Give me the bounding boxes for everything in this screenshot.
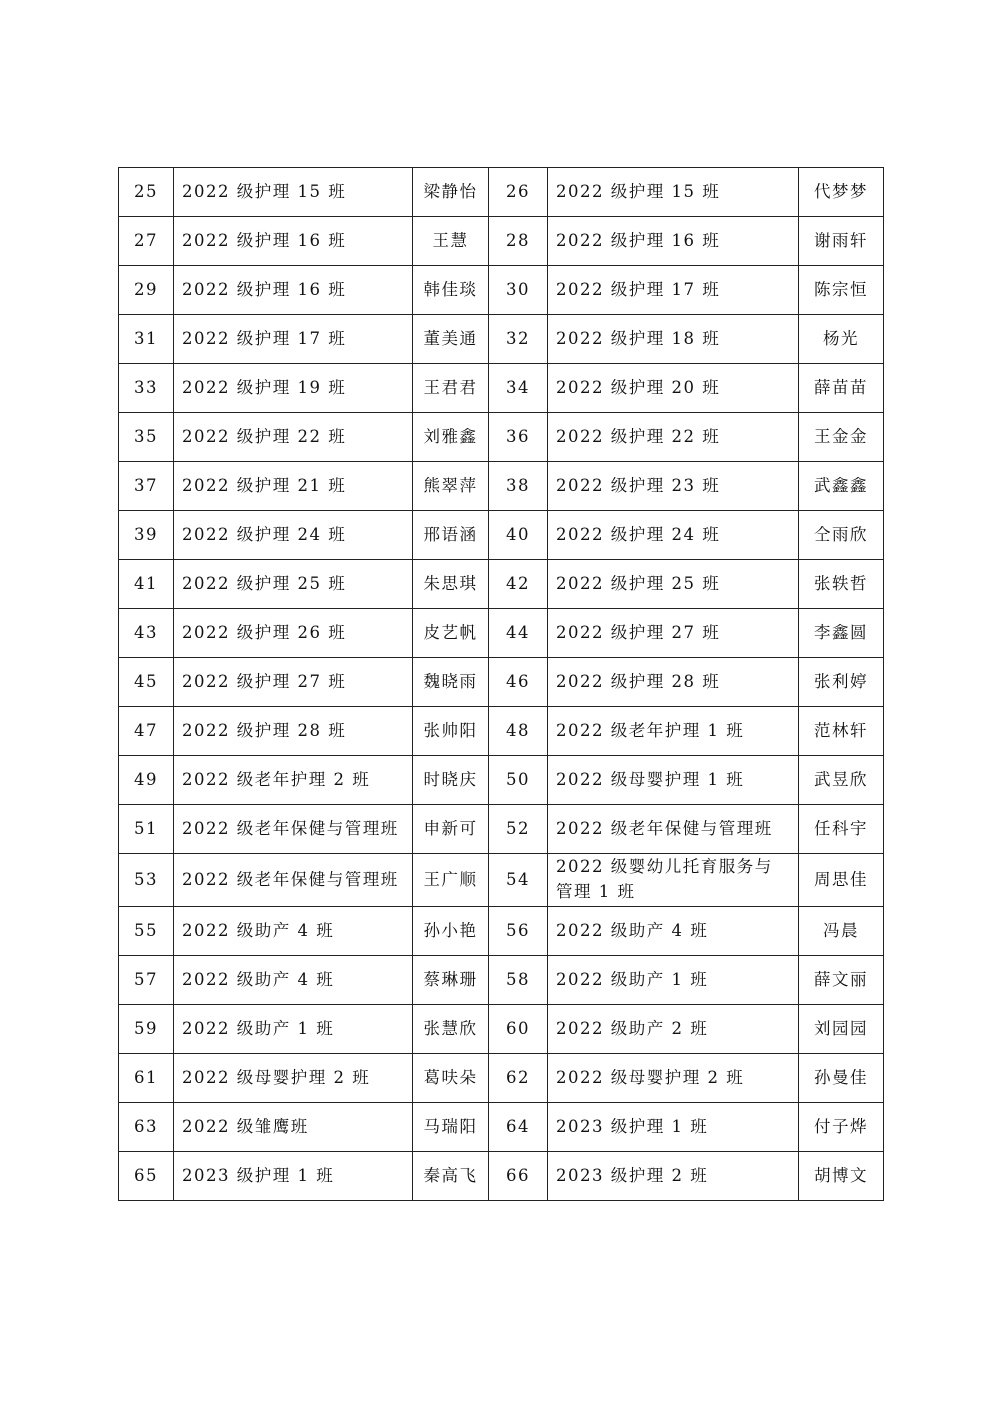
right-name-cell: 张轶哲 <box>799 560 884 609</box>
left-class-cell: 2022 级雏鹰班 <box>174 1103 413 1152</box>
left-name-cell: 张慧欣 <box>413 1005 489 1054</box>
right-name-cell: 仝雨欣 <box>799 511 884 560</box>
right-class-cell: 2022 级母婴护理 2 班 <box>548 1054 799 1103</box>
right-number-cell: 36 <box>489 413 548 462</box>
table-row <box>119 907 884 956</box>
right-name-cell: 王金金 <box>799 413 884 462</box>
left-class-cell: 2022 级助产 1 班 <box>174 1005 413 1054</box>
right-number-cell: 54 <box>489 854 548 907</box>
table-row <box>119 217 884 266</box>
right-number-cell: 28 <box>489 217 548 266</box>
table-row <box>119 1103 884 1152</box>
left-name-cell: 皮艺帆 <box>413 609 489 658</box>
table-row <box>119 364 884 413</box>
left-class-cell: 2022 级助产 4 班 <box>174 956 413 1005</box>
right-name-cell: 武昱欣 <box>799 756 884 805</box>
right-number-cell: 62 <box>489 1054 548 1103</box>
table-row <box>119 462 884 511</box>
left-class-cell: 2022 级护理 26 班 <box>174 609 413 658</box>
left-number-cell: 51 <box>119 805 174 854</box>
table-row <box>119 658 884 707</box>
right-class-cell: 2022 级护理 15 班 <box>548 168 799 217</box>
table-row <box>119 413 884 462</box>
right-name-cell: 刘园园 <box>799 1005 884 1054</box>
right-name-cell: 张利婷 <box>799 658 884 707</box>
right-class-cell: 2022 级护理 24 班 <box>548 511 799 560</box>
right-class-cell: 2022 级助产 2 班 <box>548 1005 799 1054</box>
right-number-cell: 46 <box>489 658 548 707</box>
left-number-cell: 53 <box>119 854 174 907</box>
table-row <box>119 1005 884 1054</box>
roster-table <box>118 167 884 1201</box>
right-number-cell: 50 <box>489 756 548 805</box>
left-class-cell: 2022 级护理 22 班 <box>174 413 413 462</box>
left-name-cell: 张帅阳 <box>413 707 489 756</box>
left-class-cell: 2022 级母婴护理 2 班 <box>174 1054 413 1103</box>
left-number-cell: 47 <box>119 707 174 756</box>
right-class-cell: 2022 级护理 22 班 <box>548 413 799 462</box>
right-class-cell: 2022 级助产 4 班 <box>548 907 799 956</box>
left-class-cell: 2022 级老年保健与管理班 <box>174 805 413 854</box>
right-name-cell: 薛苗苗 <box>799 364 884 413</box>
right-class-cell: 2022 级护理 18 班 <box>548 315 799 364</box>
right-name-cell: 李鑫圆 <box>799 609 884 658</box>
left-name-cell: 王广顺 <box>413 854 489 907</box>
right-number-cell: 44 <box>489 609 548 658</box>
left-name-cell: 韩佳琰 <box>413 266 489 315</box>
left-number-cell: 55 <box>119 907 174 956</box>
left-number-cell: 63 <box>119 1103 174 1152</box>
roster-body <box>119 168 884 1201</box>
right-class-cell: 2022 级护理 25 班 <box>548 560 799 609</box>
left-number-cell: 35 <box>119 413 174 462</box>
right-class-cell: 2022 级护理 23 班 <box>548 462 799 511</box>
right-name-cell: 付子烨 <box>799 1103 884 1152</box>
left-class-cell: 2022 级护理 15 班 <box>174 168 413 217</box>
right-class-cell: 2023 级护理 1 班 <box>548 1103 799 1152</box>
left-number-cell: 49 <box>119 756 174 805</box>
right-name-cell: 任科宇 <box>799 805 884 854</box>
right-number-cell: 30 <box>489 266 548 315</box>
left-class-cell: 2022 级护理 28 班 <box>174 707 413 756</box>
table-row <box>119 315 884 364</box>
left-name-cell: 秦高飞 <box>413 1152 489 1201</box>
right-class-cell: 2022 级老年护理 1 班 <box>548 707 799 756</box>
left-number-cell: 41 <box>119 560 174 609</box>
left-name-cell: 时晓庆 <box>413 756 489 805</box>
left-name-cell: 熊翠萍 <box>413 462 489 511</box>
right-number-cell: 60 <box>489 1005 548 1054</box>
left-number-cell: 61 <box>119 1054 174 1103</box>
right-class-cell: 2022 级护理 28 班 <box>548 658 799 707</box>
left-class-cell: 2022 级护理 17 班 <box>174 315 413 364</box>
right-number-cell: 48 <box>489 707 548 756</box>
table-row <box>119 1152 884 1201</box>
left-number-cell: 57 <box>119 956 174 1005</box>
right-name-cell: 陈宗恒 <box>799 266 884 315</box>
right-number-cell: 26 <box>489 168 548 217</box>
table-row <box>119 1054 884 1103</box>
table-row <box>119 560 884 609</box>
table-row <box>119 707 884 756</box>
left-name-cell: 刘雅鑫 <box>413 413 489 462</box>
right-number-cell: 42 <box>489 560 548 609</box>
left-name-cell: 葛呋朵 <box>413 1054 489 1103</box>
right-number-cell: 34 <box>489 364 548 413</box>
right-class-cell: 2022 级老年保健与管理班 <box>548 805 799 854</box>
right-class-cell: 2022 级婴幼儿托育服务与管理 1 班 <box>548 854 799 907</box>
left-number-cell: 39 <box>119 511 174 560</box>
table-row <box>119 854 884 907</box>
right-name-cell: 武鑫鑫 <box>799 462 884 511</box>
right-number-cell: 52 <box>489 805 548 854</box>
left-class-cell: 2022 级护理 27 班 <box>174 658 413 707</box>
left-number-cell: 59 <box>119 1005 174 1054</box>
left-name-cell: 孙小艳 <box>413 907 489 956</box>
table-row <box>119 266 884 315</box>
table-row <box>119 511 884 560</box>
left-number-cell: 31 <box>119 315 174 364</box>
right-number-cell: 32 <box>489 315 548 364</box>
left-class-cell: 2022 级护理 25 班 <box>174 560 413 609</box>
right-class-cell: 2022 级护理 20 班 <box>548 364 799 413</box>
right-name-cell: 范林轩 <box>799 707 884 756</box>
left-name-cell: 蔡琳珊 <box>413 956 489 1005</box>
right-name-cell: 冯晨 <box>799 907 884 956</box>
right-name-cell: 孙曼佳 <box>799 1054 884 1103</box>
right-class-cell: 2022 级护理 16 班 <box>548 217 799 266</box>
left-number-cell: 45 <box>119 658 174 707</box>
right-number-cell: 38 <box>489 462 548 511</box>
left-class-cell: 2022 级老年护理 2 班 <box>174 756 413 805</box>
left-class-cell: 2022 级护理 21 班 <box>174 462 413 511</box>
right-name-cell: 胡博文 <box>799 1152 884 1201</box>
right-number-cell: 64 <box>489 1103 548 1152</box>
left-name-cell: 梁静怡 <box>413 168 489 217</box>
left-number-cell: 33 <box>119 364 174 413</box>
left-number-cell: 37 <box>119 462 174 511</box>
right-name-cell: 杨光 <box>799 315 884 364</box>
left-class-cell: 2022 级护理 16 班 <box>174 217 413 266</box>
left-name-cell: 董美通 <box>413 315 489 364</box>
left-class-cell: 2023 级护理 1 班 <box>174 1152 413 1201</box>
table-row <box>119 805 884 854</box>
right-name-cell: 代梦梦 <box>799 168 884 217</box>
left-number-cell: 43 <box>119 609 174 658</box>
left-number-cell: 29 <box>119 266 174 315</box>
right-number-cell: 56 <box>489 907 548 956</box>
table-row <box>119 609 884 658</box>
left-number-cell: 25 <box>119 168 174 217</box>
left-name-cell: 马瑞阳 <box>413 1103 489 1152</box>
right-name-cell: 谢雨轩 <box>799 217 884 266</box>
left-name-cell: 魏晓雨 <box>413 658 489 707</box>
right-number-cell: 40 <box>489 511 548 560</box>
right-number-cell: 66 <box>489 1152 548 1201</box>
left-name-cell: 朱思琪 <box>413 560 489 609</box>
right-name-cell: 周思佳 <box>799 854 884 907</box>
left-class-cell: 2022 级助产 4 班 <box>174 907 413 956</box>
right-class-cell: 2022 级母婴护理 1 班 <box>548 756 799 805</box>
table-row <box>119 756 884 805</box>
table-row <box>119 168 884 217</box>
right-class-cell: 2022 级助产 1 班 <box>548 956 799 1005</box>
left-name-cell: 王慧 <box>413 217 489 266</box>
table-row <box>119 956 884 1005</box>
right-name-cell: 薛文丽 <box>799 956 884 1005</box>
left-name-cell: 王君君 <box>413 364 489 413</box>
right-class-cell: 2022 级护理 27 班 <box>548 609 799 658</box>
left-class-cell: 2022 级护理 16 班 <box>174 266 413 315</box>
left-name-cell: 邢语涵 <box>413 511 489 560</box>
right-class-cell: 2023 级护理 2 班 <box>548 1152 799 1201</box>
left-class-cell: 2022 级护理 19 班 <box>174 364 413 413</box>
left-number-cell: 65 <box>119 1152 174 1201</box>
right-class-cell: 2022 级护理 17 班 <box>548 266 799 315</box>
left-name-cell: 申新可 <box>413 805 489 854</box>
right-number-cell: 58 <box>489 956 548 1005</box>
left-number-cell: 27 <box>119 217 174 266</box>
left-class-cell: 2022 级护理 24 班 <box>174 511 413 560</box>
left-class-cell: 2022 级老年保健与管理班 <box>174 854 413 907</box>
